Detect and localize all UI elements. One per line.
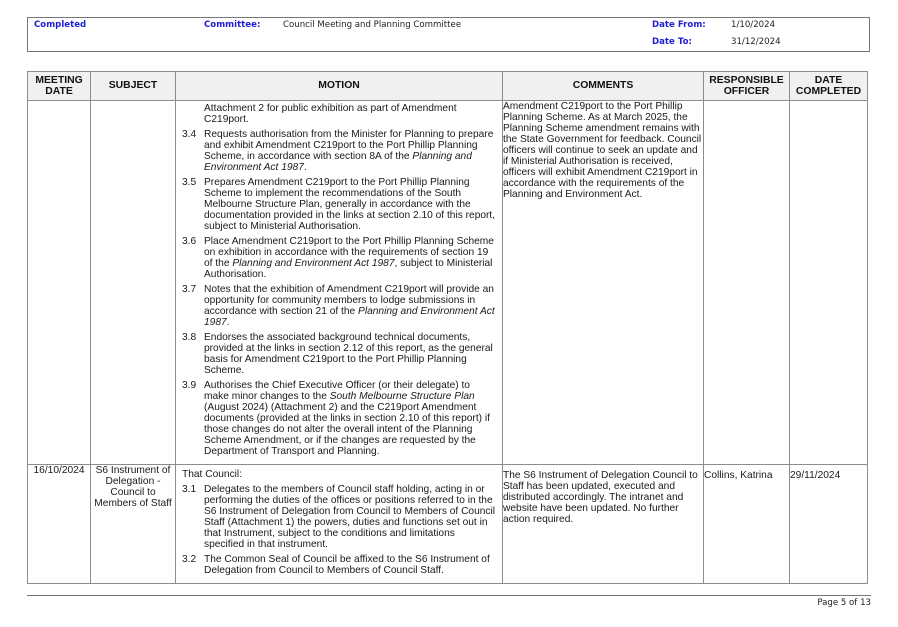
- responsible-officer-cell: [704, 101, 790, 465]
- motion-item-number: 3.9: [182, 380, 197, 391]
- date-completed-cell: 29/11/2024: [790, 465, 868, 584]
- motion-item-text: The Common Seal of Council be affixed to the S6 Instrument of Delegation from Council to Members of Council Staff.: [204, 554, 490, 576]
- motion-item-number: 3.6: [182, 236, 197, 247]
- motion-item: [182, 554, 496, 576]
- table-header-row: [28, 72, 868, 101]
- motion-cell: [176, 465, 503, 584]
- motion-item-text: Delegates to the members of Council staff holding, acting in or performing the duties of the offices or positions referred to in the S6 Instrument of Delegation from Council to Members of Council Staff (Attachment 1) the powers, duties and functions set out in that Instrument, subject to the conditions and limitations specified in that instrument.: [204, 484, 496, 550]
- footer-divider: [27, 595, 871, 596]
- motion-item: [182, 236, 496, 280]
- motion-item-number: 3.2: [182, 554, 197, 565]
- motion-item-number: 3.8: [182, 332, 197, 343]
- column-header-responsible-officer: RESPONSIBLE OFFICER: [704, 72, 790, 101]
- motion-item: [182, 284, 496, 328]
- table-row: [28, 101, 868, 465]
- meeting-date-cell: [28, 101, 91, 465]
- column-header-meeting-date: MEETING DATE: [28, 72, 91, 101]
- meeting-date-cell: 16/10/2024: [28, 465, 91, 584]
- motion-item: [182, 177, 496, 232]
- date-to-value: 31/12/2024: [731, 37, 781, 47]
- page-number: Page 5 of 13: [817, 598, 871, 608]
- report-filter-header: [27, 17, 870, 52]
- date-completed-cell: [790, 101, 868, 465]
- committee-label: Committee:: [204, 20, 261, 30]
- motion-continuation: Attachment 2 for public exhibition as part of Amendment C219port.: [204, 103, 457, 125]
- motion-item: [182, 380, 496, 457]
- responsible-officer-cell: Collins, Katrina: [704, 465, 790, 584]
- motion-item-text: Requests authorisation from the Minister for Planning to prepare and exhibit Amendment C219port to the Port Phillip Planning Scheme, in accordance with section 8A of the Planning and Environment Act 1987.: [204, 129, 494, 173]
- subject-cell: S6 Instrument of Delegation - Council to Members of Staff: [91, 465, 176, 584]
- motion-item-text: Prepares Amendment C219port to the Port Phillip Planning Scheme to implement the recommendations of the South Melbourne Structure Plan, generally in accordance with the documentation provided in the links at section 2.10 of this report, subject to Ministerial Authorisation.: [204, 177, 496, 232]
- motion-item-text: Place Amendment C219port to the Port Phillip Planning Scheme on exhibition in accordance with the requirements of section 19 of the Planning and Environment Act 1987, subject to Ministerial Authorisation.: [204, 236, 494, 280]
- motion-item-number: 3.7: [182, 284, 197, 295]
- committee-value: Council Meeting and Planning Committee: [283, 20, 462, 30]
- status-label: Completed: [34, 20, 87, 30]
- comments-cell: Amendment C219port to the Port Phillip Planning Scheme. As at March 2025, the Planning Scheme amendment remains with the State Government for feedback. Council officers will continue to seek an update and if Ministerial Authorisation is received, officers will exhibit Amendment C219port in accordance with the requirements of the Planning and Environment Act.: [503, 101, 704, 465]
- column-header-comments: COMMENTS: [503, 72, 704, 101]
- motion-item: [182, 484, 496, 550]
- motion-item-number: 3.5: [182, 177, 197, 188]
- motion-item-text: Endorses the associated background technical documents, provided at the links in section 2.12 of this report, as the general basis for Amendment C219port to the Port Phillip Planning Scheme.: [204, 332, 493, 376]
- motion-item-text: Authorises the Chief Executive Officer (or their delegate) to make minor changes to the South Melbourne Structure Plan (August 2024) (Attachment 2) and the C219port Amendment documents (provided at the links in section 2.10 of this report) if those changes do not alter the overall intent of the Planning Scheme Amendment, or if the changes are requested by the Department of Transport and Planning.: [204, 380, 490, 457]
- motions-table: [27, 71, 868, 584]
- motion-item-text: Notes that the exhibition of Amendment C219port will provide an opportunity for community members to lodge submissions in accordance with section 21 of the Planning and Environment Act 1987.: [204, 284, 495, 328]
- motion-intro: That Council:: [182, 469, 243, 480]
- motion-item-number: 3.4: [182, 129, 197, 140]
- date-from-value: 1/10/2024: [731, 20, 776, 30]
- motion-cell: [176, 101, 503, 465]
- table-row: [28, 465, 868, 584]
- subject-cell: [91, 101, 176, 465]
- column-header-date-completed: DATE COMPLETED: [790, 72, 868, 101]
- column-header-motion: MOTION: [176, 72, 503, 101]
- date-from-label: Date From:: [652, 20, 706, 30]
- motion-item-number: 3.1: [182, 484, 197, 495]
- motion-item: [182, 332, 496, 376]
- column-header-subject: SUBJECT: [91, 72, 176, 101]
- date-to-label: Date To:: [652, 37, 692, 47]
- comments-cell: The S6 Instrument of Delegation Council to Staff has been updated, executed and distributed accordingly. The intranet and website have been updated. No further action required.: [503, 465, 704, 584]
- motion-item: [182, 129, 496, 173]
